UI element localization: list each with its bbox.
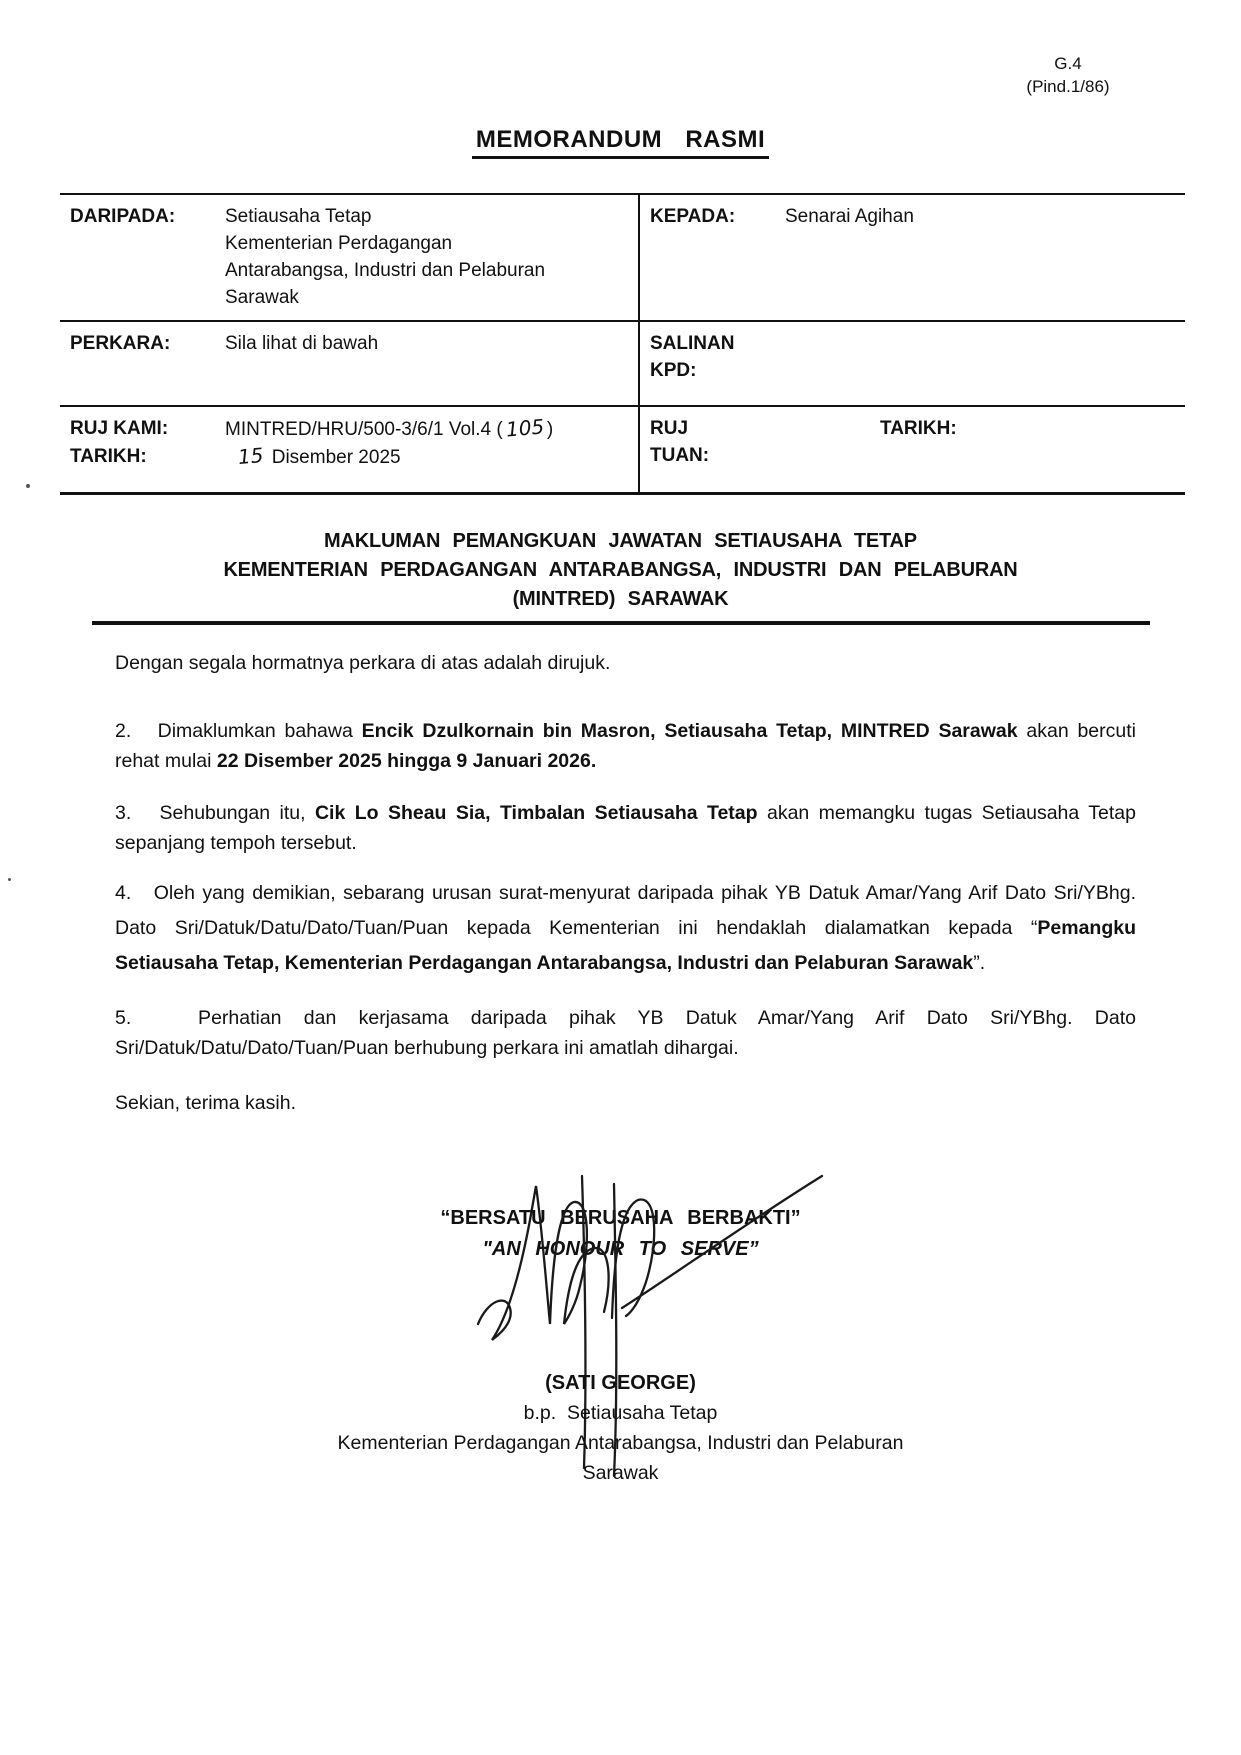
table-row-daripada-kepada <box>60 195 1185 322</box>
tarikh-month-year: Disember 2025 <box>271 447 401 468</box>
paragraph-5: 5. Perhatian dan kerjasama daripada pihak YB Datuk Amar/Yang Arif Dato Sri/YBhg. Dato Sri/Datuk/Datu/Dato/Tuan/Puan berhubung perkara ini amatlah dihargai. <box>115 1007 1136 1059</box>
perkara-label: PERKARA: <box>70 333 171 354</box>
form-code: G.4 <box>1054 54 1082 73</box>
page-title-text: MEMORANDUM RASMI <box>472 126 769 159</box>
paragraph-3 <box>115 798 1136 858</box>
paragraph-1: Dengan segala hormatnya perkara di atas adalah dirujuk. <box>115 652 611 674</box>
paragraph-3-bold-name: Cik Lo Sheau Sia, Timbalan Setiausaha Tetap <box>314 802 758 824</box>
ruj-tuan-cell <box>640 407 1185 492</box>
paragraph-2-bold-dates: 22 Disember 2025 hingga 9 Januari 2026. <box>216 750 597 772</box>
paragraph-2-mid: akan bercuti rehat mulai <box>115 720 1136 772</box>
page-title <box>0 126 1241 159</box>
ruj-kami-handwritten-number: 105 <box>504 414 545 442</box>
kepada-cell <box>640 195 1185 320</box>
ruj-kami-value <box>225 415 632 443</box>
scan-speck <box>8 878 11 881</box>
signature-bp-line: b.p. Setiausaha Tetap <box>523 1402 718 1424</box>
kepada-label: KEPADA: <box>650 206 736 227</box>
ruj-kami-ref-close: ) <box>546 419 554 440</box>
ruj-kami-ref: MINTRED/HRU/500-3/6/1 Vol.4 ( <box>225 419 503 440</box>
salinan-cell <box>640 322 1185 405</box>
memo-body <box>115 645 1136 1118</box>
paragraph-4 <box>115 876 1136 981</box>
closing-line: Sekian, terima kasih. <box>115 1092 296 1114</box>
subject-line-1: MAKLUMAN PEMANGKUAN JAWATAN SETIAUSAHA TETAP <box>324 530 917 552</box>
ruj-kami-label: RUJ KAMI: <box>70 418 169 439</box>
motto-block <box>0 1203 1241 1265</box>
perkara-cell <box>60 322 640 405</box>
table-row-ruj-tarikh <box>60 407 1185 492</box>
subject-heading <box>58 527 1183 625</box>
signature-place-line: Sarawak <box>582 1462 659 1484</box>
daripada-label: DARIPADA: <box>70 206 176 227</box>
kepada-value: Senarai Agihan <box>785 206 914 227</box>
ruj-tuan-label <box>650 415 880 469</box>
daripada-line-1: Setiausaha Tetap <box>225 206 372 227</box>
paragraph-3-lead: 3. Sehubungan itu, <box>115 802 315 824</box>
motto-line-malay: “BERSATU BERUSAHA BERBAKTI” <box>440 1207 801 1229</box>
paragraph-4-lead: 4. Oleh yang demikian, sebarang urusan surat-menyurat daripada pihak YB Datuk Amar/Yang Arif Dato Sri/YBhg. Dato Sri/Datuk/Datu/Dato/Tuan/Puan kepada Kementerian ini hendaklah dialamatkan kepada “ <box>115 882 1136 939</box>
paragraph-3-tail: akan memangku tugas Setiausaha Tetap sepanjang tempoh tersebut. <box>115 802 1136 854</box>
ruj-tuan-label-line1: RUJ <box>650 418 689 439</box>
ruj-kami-cell <box>60 407 640 492</box>
tarikh-handwritten-day: 15 <box>236 442 265 470</box>
tarikh-right-label: TARIKH: <box>880 418 957 439</box>
signature-org-line: Kementerian Perdagangan Antarabangsa, Industri dan Pelaburan <box>337 1432 904 1454</box>
signatory-name: (SATI GEORGE) <box>545 1372 696 1394</box>
subject-underline-rule <box>92 621 1150 625</box>
form-revision: (Pind.1/86) <box>1026 77 1110 96</box>
salinan-label-line1: SALINAN <box>650 333 735 354</box>
salinan-label-line2: KPD: <box>650 360 697 381</box>
perkara-value: Sila lihat di bawah <box>225 333 379 354</box>
daripada-value <box>225 203 632 311</box>
form-code-block <box>1013 52 1123 98</box>
memo-header-table <box>60 193 1185 495</box>
paragraph-4-bold-address: Pemangku Setiausaha Tetap, Kementerian Perdagangan Antarabangsa, Industri dan Pelaburan Sarawak <box>115 917 1136 974</box>
tarikh-value <box>225 443 632 471</box>
ruj-tuan-label-line2: TUAN: <box>650 445 710 466</box>
signature-block <box>0 1368 1241 1488</box>
paragraph-4-tail: ”. <box>973 952 986 974</box>
subject-line-3: (MINTRED) SARAWAK <box>512 588 729 610</box>
subject-line-2: KEMENTERIAN PERDAGANGAN ANTARABANGSA, INDUSTRI DAN PELABURAN <box>223 559 1018 581</box>
daripada-line-3: Antarabangsa, Industri dan Pelaburan <box>225 260 546 281</box>
scan-speck <box>26 484 30 488</box>
tarikh-label: TARIKH: <box>70 446 147 467</box>
daripada-line-4: Sarawak <box>225 287 299 308</box>
table-row-perkara-salinan <box>60 322 1185 407</box>
paragraph-2-bold-name: Encik Dzulkornain bin Masron, Setiausaha Tetap, MINTRED Sarawak <box>361 720 1018 742</box>
daripada-cell <box>60 195 640 320</box>
motto-line-english: "AN HONOUR TO SERVE” <box>482 1238 759 1260</box>
paragraph-2-lead: 2. Dimaklumkan bahawa <box>115 720 362 742</box>
paragraph-2 <box>115 716 1136 776</box>
daripada-line-2: Kementerian Perdagangan <box>225 233 453 254</box>
